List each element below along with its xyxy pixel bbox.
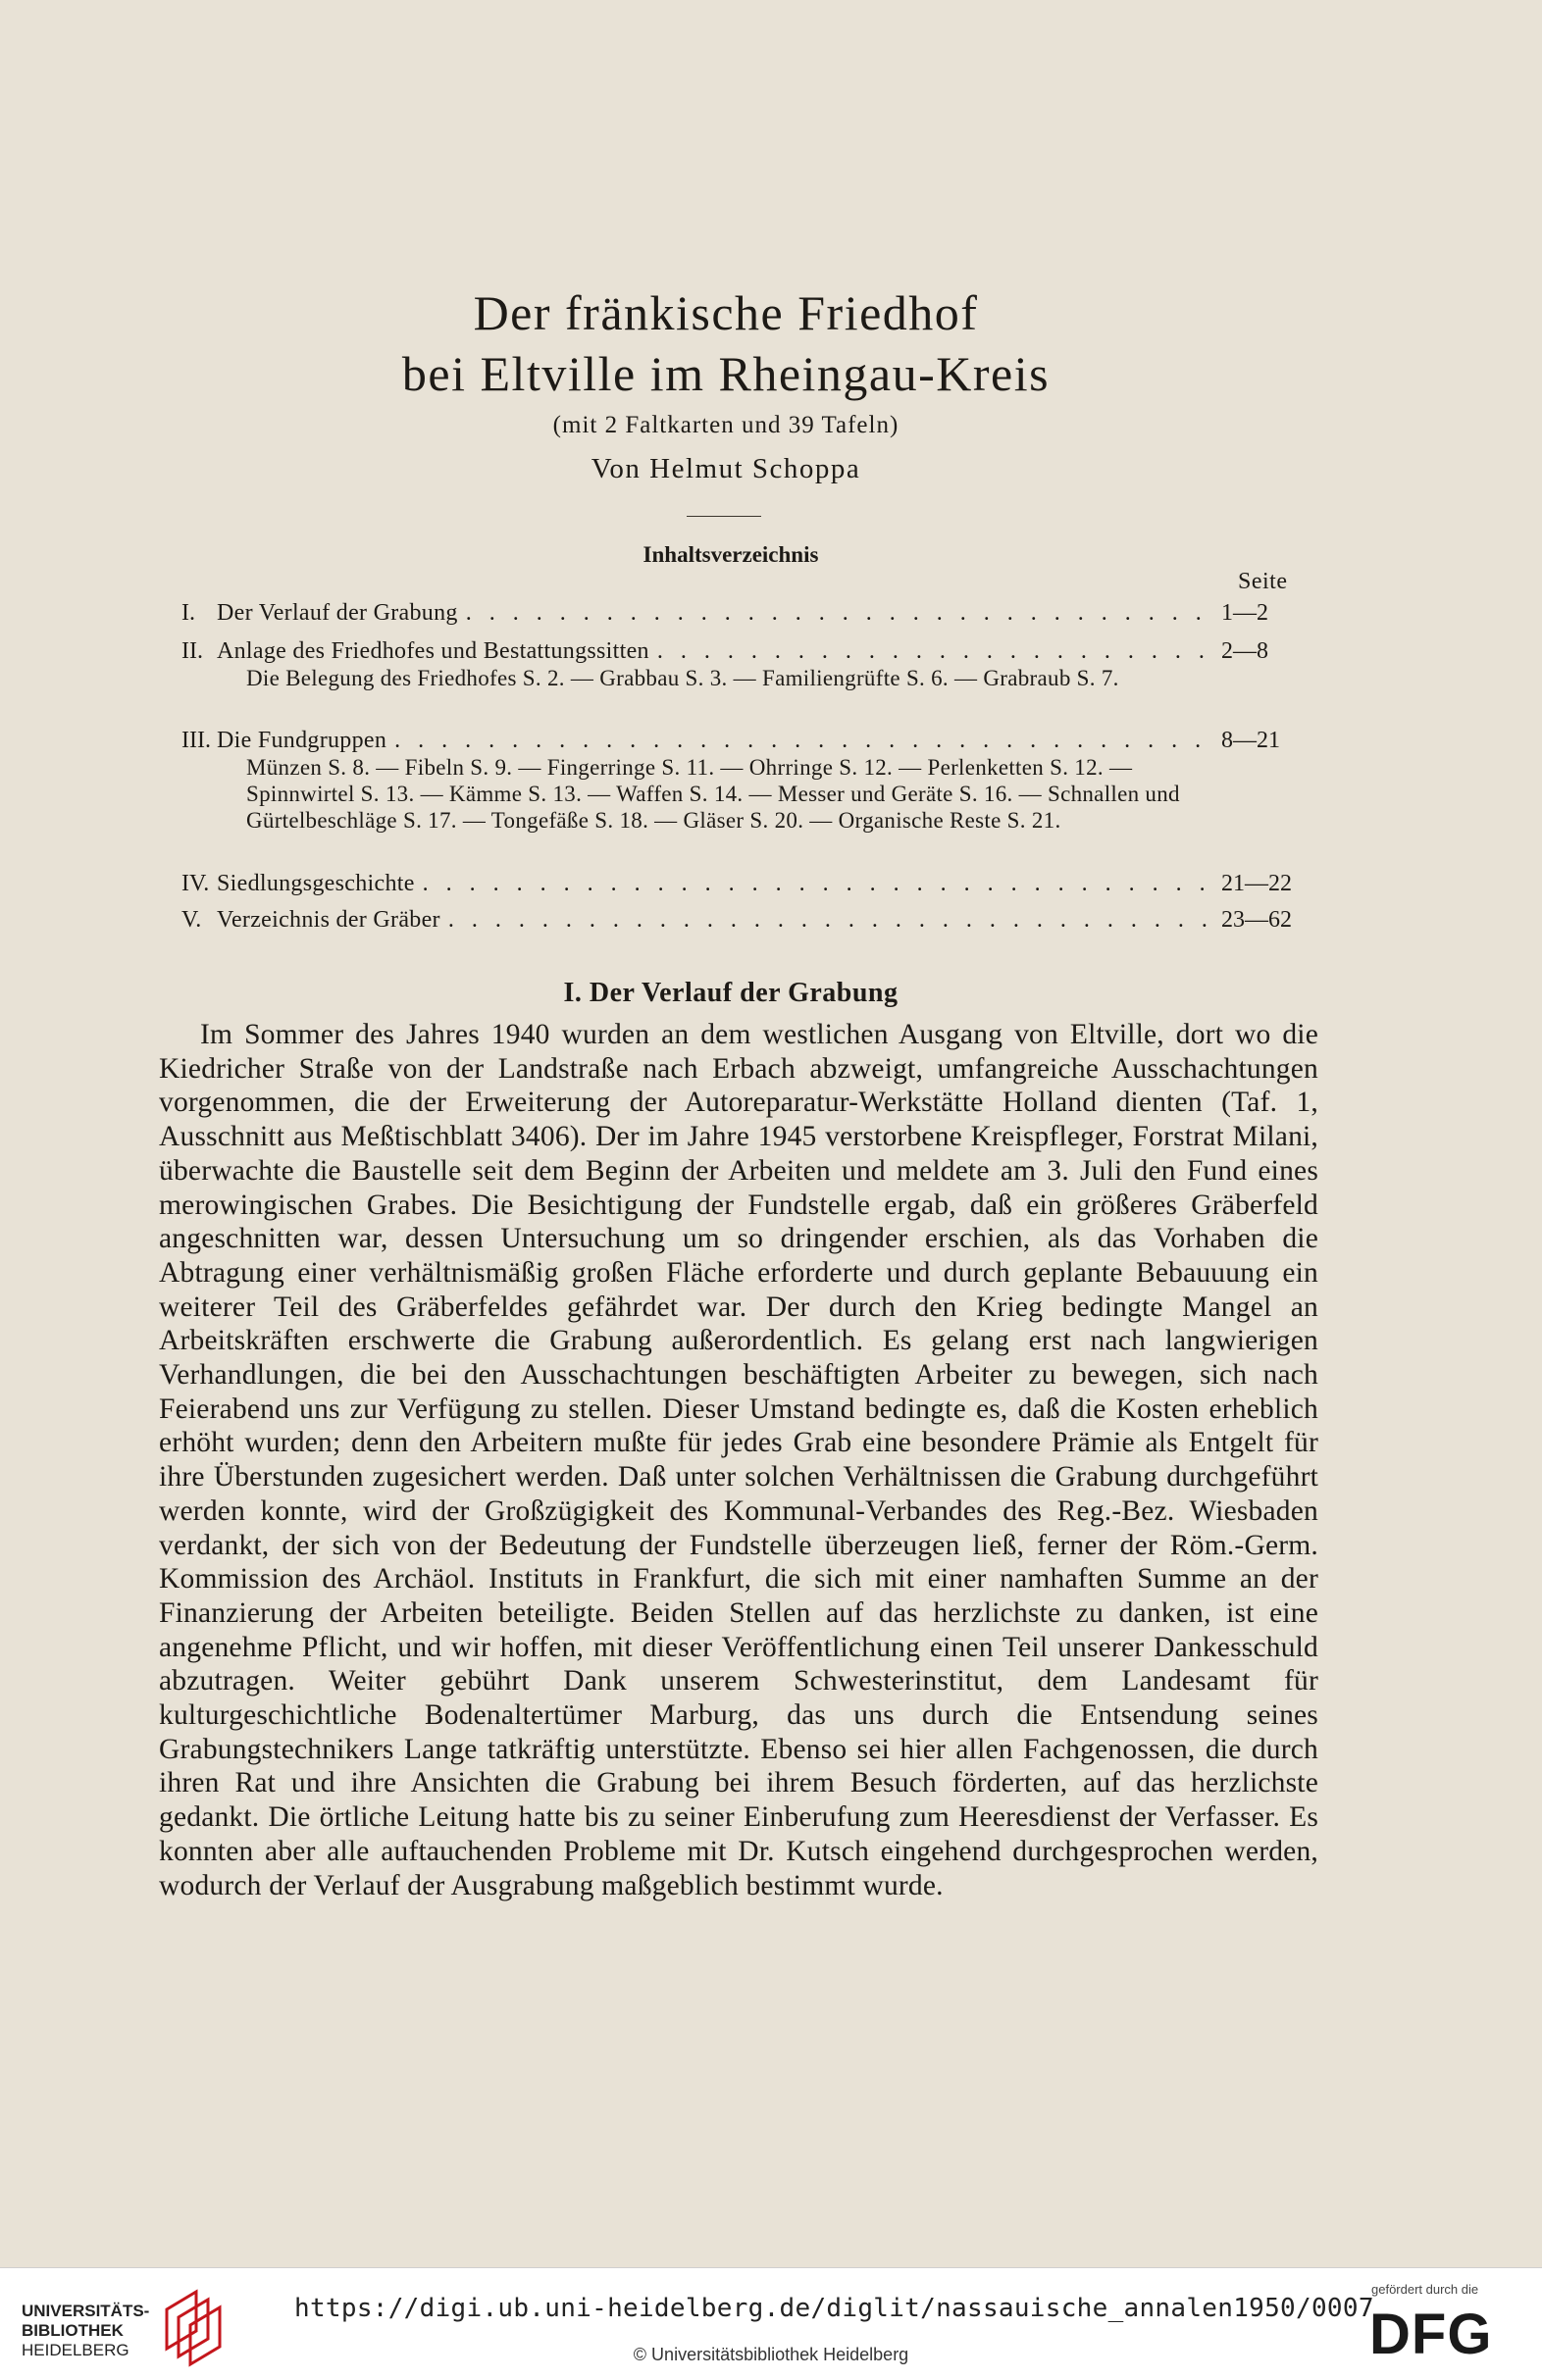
toc-leader-dots [448, 907, 1209, 934]
toc-heading: Inhaltsverzeichnis [642, 542, 819, 567]
dfg-logo[interactable]: DFG [1369, 2303, 1493, 2366]
toc-entry [181, 728, 1310, 834]
author: Von Helmut Schoppa [591, 453, 861, 484]
toc-entry [181, 638, 1310, 691]
toc-entry-subtopics: Münzen S. 8. — Fibeln S. 9. — Fingerringe S. 11. — Ohrringe S. 12. — Perlenketten S. 12. — Spinnwirtel S. 13. — Kämme S. 13. — Waffen S. 14. — Messer und Geräte S. 16. — Schnallen und Gürtelbeschläge S. 17. — Tongefäße S. 18. — Gläser S. 20. — Organische Reste S. 21. [246, 755, 1180, 833]
toc-entry-number: II. [181, 638, 203, 664]
body-paragraph [159, 1018, 1318, 1902]
library-name-line-3: HEIDELBERG [22, 2341, 129, 2359]
title-line-1: Der fränkische Friedhof [473, 285, 979, 340]
toc-seite-label: Seite [1238, 569, 1288, 594]
section-heading: I. Der Verlauf der Grabung [563, 978, 899, 1008]
permalink-url[interactable]: https://digi.ub.uni-heidelberg.de/diglit/nassauische_annalen1950/0007 [294, 2294, 1374, 2323]
toc-entry-number: I. [181, 600, 195, 626]
toc-entry [181, 871, 1310, 897]
toc-entry-pages: 1—2 [1221, 600, 1268, 626]
funding-note: gefördert durch die [1371, 2282, 1479, 2297]
subtitle: (mit 2 Faltkarten und 39 Tafeln) [552, 412, 900, 438]
title-rule [687, 516, 761, 517]
toc-entry-label: Der Verlauf der Grabung [217, 600, 458, 626]
library-name-line-1: UNIVERSITÄTS- [22, 2302, 150, 2320]
toc-entry-pages: 2—8 [1221, 638, 1268, 664]
viewer-footer [0, 2267, 1542, 2380]
library-name-line-2: BIBLIOTHEK [22, 2321, 124, 2340]
toc-entry-number: V. [181, 907, 202, 933]
title-line-2: bei Eltville im Rheingau-Kreis [401, 346, 1051, 401]
toc-entry [181, 907, 1310, 934]
toc-entry-label: Anlage des Friedhofes und Bestattungssitten [217, 638, 649, 664]
toc-entry [181, 600, 1310, 627]
toc-entry-pages: 8—21 [1221, 728, 1280, 753]
toc-entry-label: Die Fundgruppen [217, 728, 387, 753]
copyright-notice: © Universitätsbibliothek Heidelberg [633, 2345, 909, 2364]
toc-entry-label: Siedlungsgeschichte [217, 871, 415, 896]
toc-entry-number: IV. [181, 871, 210, 896]
toc-entry-number: III. [181, 728, 211, 753]
toc-leader-dots [423, 871, 1209, 897]
toc-leader-dots [394, 728, 1209, 754]
toc-entry-label: Verzeichnis der Gräber [217, 907, 440, 933]
toc-leader-dots [657, 638, 1209, 665]
toc-entry-subtopics: Die Belegung des Friedhofes S. 2. — Grabbau S. 3. — Familiengrüfte S. 6. — Grabraub S. 7. [246, 666, 1119, 690]
body-paragraph-text: Im Sommer des Jahres 1940 wurden an dem westlichen Ausgang von Eltville, dort wo die Kiedricher Straße von der Landstraße nach Erbach abzweigt, umfangreiche Ausschachtungen vorgenommen, die der Erweiterung der Autoreparatur-Werkstätte Holland dienten (Taf. 1, Ausschnitt aus Meßtischblatt 3406). Der im Jahre 1945 verstorbene Kreispfleger, Forstrat Milani, überwachte die Baustelle seit dem Beginn der Arbeiten und meldete am 3. Juli den Fund eines merowingischen Grabes. Die Besichtigung der Fundstelle ergab, daß ein größeres Gräberfeld angeschnitten war, dessen Untersuchung um so dringender erschien, als das Vorhaben die Abtragung einer verhältnismäßig großen Fläche erforderte und durch geplante Bebauuung ein weiterer Teil des Gräberfeldes gefährdet war. Der durch den Krieg bedingte Mangel an Arbeitskräften erschwerte die Grabung außerordentlich. Es gelang erst nach langwierigen Verhandlungen, die bei den Ausschachtungen beschäftigten Arbeiter zu bewegen, sich nach Feierabend uns zur Verfügung zu stellen. Dieser Umstand bedingte es, daß die Kosten erheblich erhöht wurden; denn den Arbeitern mußte für jedes Grab eine besondere Prämie als Entgelt für ihre Überstunden zugesichert werden. Daß unter solchen Verhältnissen die Grabung durchgeführt werden konnte, wird der Großzügigkeit des Kommunal-Verbandes des Reg.-Bez. Wiesbaden verdankt, der sich von der Bedeutung der Fundstelle überzeugen ließ, ferner der Röm.-Germ. Kommission des Archäol. Instituts in Frankfurt, die sich mit einer namhaften Summe an der Finanzierung der Arbeiten beteiligte. Beiden Stellen auf das herzlichste zu danken, ist eine angenehme Pflicht, und wir hoffen, mit dieser Veröffentlichung einen Teil unserer Dankesschuld abzutragen. Weiter gebührt Dank unserem Schwesterinstitut, dem Landesamt für kulturgeschichtliche Bodenaltertümer Marburg, das uns durch die Entsendung seines Grabungstechnikers Lange tatkräftig unterstützte. Ebenso sei hier allen Fachgenossen, die durch ihren Rat und ihre Ansichten die Grabung bei ihrem Besuch förderten, auf das herzlichste gedankt. Die örtliche Leitung hatte bis zu seiner Einberufung zum Heeresdienst der Verfasser. Es konnten aber alle auftauchenden Probleme mit Dr. Kutsch eingehend durchgesprochen werden, wodurch der Verlauf der Ausgrabung maßgeblich bestimmt wurde. [159, 1019, 1318, 1901]
toc-leader-dots [466, 600, 1209, 627]
toc-entry-pages: 21—22 [1221, 871, 1292, 896]
toc-entry-pages: 23—62 [1221, 907, 1292, 933]
